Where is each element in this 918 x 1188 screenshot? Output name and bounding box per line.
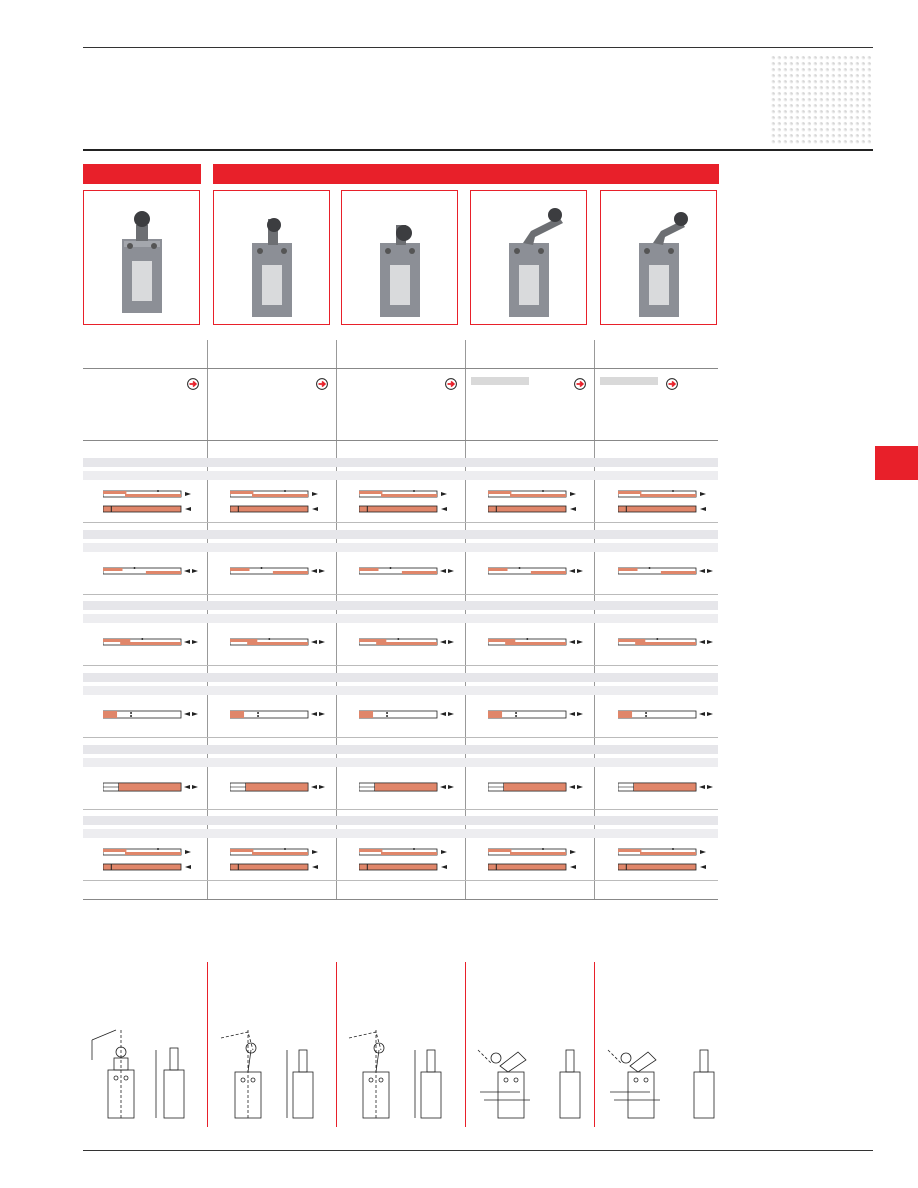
- drawing-separator: [594, 962, 595, 1127]
- travel-diagram: [618, 697, 730, 733]
- travel-diagram: [103, 625, 215, 661]
- travel-diagram: [103, 840, 215, 876]
- travel-diagram: [359, 697, 471, 733]
- travel-diagram: [359, 482, 471, 518]
- section-band-left: [83, 164, 201, 184]
- travel-diagram: [488, 769, 600, 805]
- travel-diagram: [103, 769, 215, 805]
- grey-header-band: [83, 758, 718, 767]
- dimension-drawing-roller-lever-2: [341, 1020, 459, 1125]
- travel-diagram: [618, 625, 730, 661]
- travel-diagram: [488, 840, 600, 876]
- travel-arrow-icon[interactable]: [666, 378, 678, 390]
- roller-plunger-product-photo: [84, 191, 199, 324]
- dimension-drawing-roller-plunger: [86, 1020, 204, 1125]
- travel-diagram: [618, 769, 730, 805]
- travel-diagram: [618, 482, 730, 518]
- group-divider: [83, 665, 718, 666]
- dimension-drawing-roller-lever-1: [213, 1020, 331, 1125]
- dimension-drawing-adjustable-lever-1: [470, 1020, 588, 1125]
- travel-arrow-icon[interactable]: [574, 378, 586, 390]
- travel-diagram: [230, 482, 342, 518]
- roller-lever-product-photo: [342, 191, 457, 324]
- dot-pattern-decoration: [770, 55, 873, 145]
- group-divider: [83, 880, 718, 881]
- travel-diagram: [488, 554, 600, 590]
- travel-diagram: [230, 769, 342, 805]
- travel-diagram: [230, 840, 342, 876]
- section-band-right: [213, 164, 719, 184]
- travel-diagram: [618, 840, 730, 876]
- product-card-roller-lever-1: [213, 190, 330, 325]
- group-divider: [83, 594, 718, 595]
- group-divider: [83, 522, 718, 523]
- grey-header-band: [83, 673, 718, 682]
- grey-header-band: [83, 530, 718, 539]
- ordering-code-placeholder: [600, 377, 658, 385]
- grey-header-band: [83, 458, 718, 467]
- travel-diagram: [359, 840, 471, 876]
- roller-lever-product-photo: [214, 191, 329, 324]
- drawing-separator: [465, 962, 466, 1127]
- adjustable-roller-lever-product-photo: [471, 191, 586, 324]
- drawing-separator: [207, 962, 208, 1127]
- product-card-roller-plunger: [83, 190, 200, 325]
- adjustable-roller-lever-product-photo: [601, 191, 716, 324]
- grey-header-band: [83, 745, 718, 754]
- travel-diagram: [618, 554, 730, 590]
- group-divider: [83, 809, 718, 810]
- travel-diagram: [359, 625, 471, 661]
- grey-header-band: [83, 601, 718, 610]
- product-card-adjustable-lever-2: [600, 190, 717, 325]
- chapter-tab: [875, 446, 918, 480]
- grey-header-band: [83, 816, 718, 825]
- travel-diagram: [230, 554, 342, 590]
- group-divider: [83, 737, 718, 738]
- table-bottom-rule: [83, 899, 718, 900]
- travel-diagram: [359, 554, 471, 590]
- travel-arrow-icon[interactable]: [445, 378, 457, 390]
- grey-header-band: [83, 471, 718, 480]
- table-row-divider: [83, 368, 718, 369]
- travel-diagram: [230, 625, 342, 661]
- travel-diagram: [103, 482, 215, 518]
- grey-header-band: [83, 614, 718, 623]
- travel-diagram: [488, 482, 600, 518]
- travel-diagram: [103, 697, 215, 733]
- table-row-divider: [83, 440, 718, 441]
- dimension-drawing-adjustable-lever-2: [600, 1020, 718, 1125]
- travel-arrow-icon[interactable]: [187, 378, 199, 390]
- footer-rule: [83, 1150, 873, 1151]
- travel-diagram: [488, 697, 600, 733]
- grey-header-band: [83, 543, 718, 552]
- grey-header-band: [83, 686, 718, 695]
- travel-diagram: [230, 697, 342, 733]
- drawing-separator: [336, 962, 337, 1127]
- travel-diagram: [103, 554, 215, 590]
- travel-diagram: [488, 625, 600, 661]
- ordering-code-placeholder: [471, 377, 529, 385]
- header-rule: [83, 149, 873, 151]
- top-rule: [83, 47, 873, 48]
- product-card-roller-lever-2: [341, 190, 458, 325]
- product-card-adjustable-lever-1: [470, 190, 587, 325]
- travel-arrow-icon[interactable]: [316, 378, 328, 390]
- travel-diagram: [359, 769, 471, 805]
- grey-header-band: [83, 829, 718, 838]
